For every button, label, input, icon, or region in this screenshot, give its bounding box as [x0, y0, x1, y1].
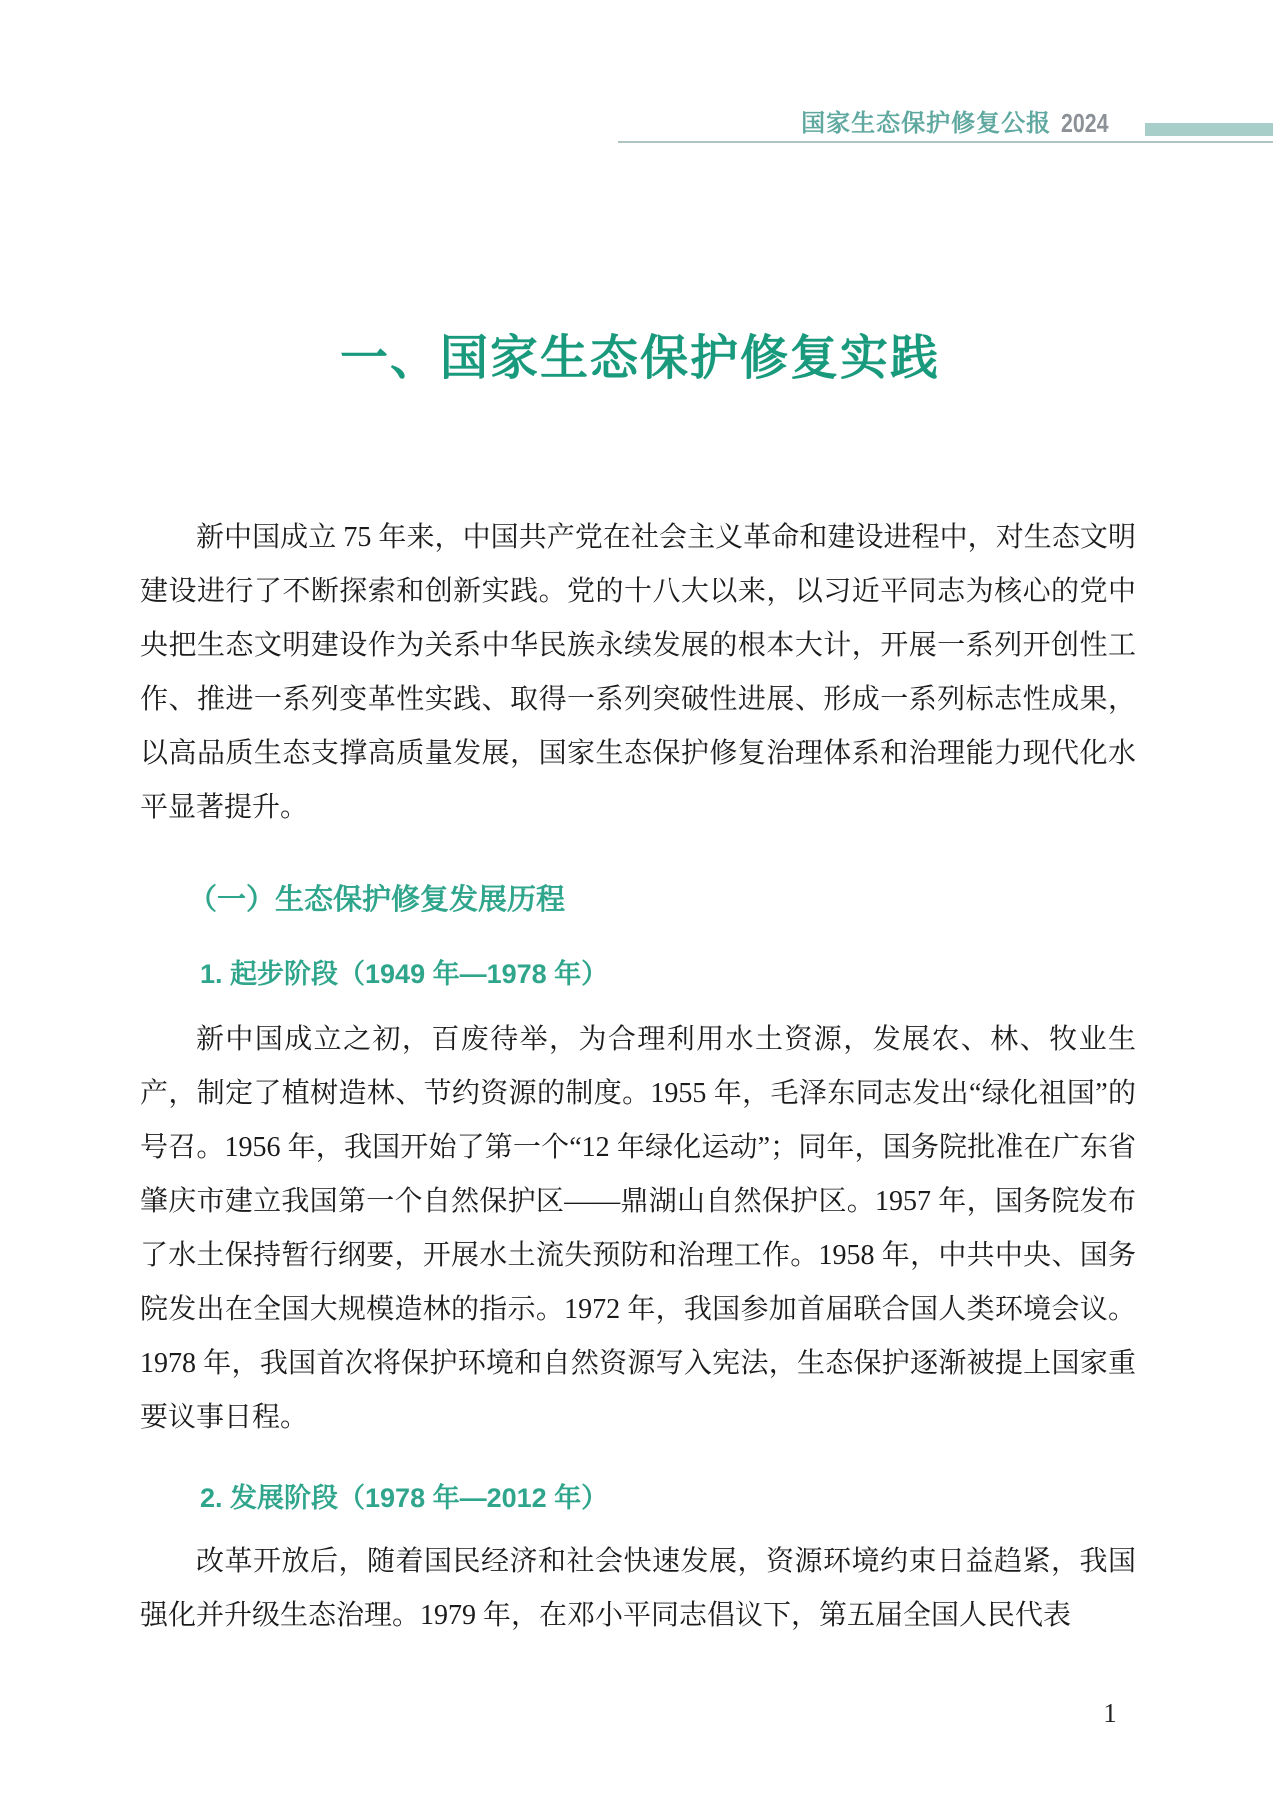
subsection-1-heading: 1. 起步阶段（1949 年—1978 年）	[200, 959, 609, 989]
intro-paragraph: 新中国成立 75 年来，中国共产党在社会主义革命和建设进程中，对生态文明建设进行了不断探索和创新实践。党的十八大以来，以习近平同志为核心的党中央把生态文明建设作为关系中华民族永续发展的根本大计，开展一系列开创性工作、推进一系列变革性实践、取得一系列突破性进展、形成一系列标志性成果，以高品质生态支撑高质量发展，国家生态保护修复治理体系和治理能力现代化水平显著提升。	[140, 522, 1136, 823]
chapter-title: 一、国家生态保护修复实践	[339, 332, 940, 385]
header-accent-bar	[1145, 123, 1273, 136]
subsection-1-paragraph: 新中国成立之初，百废待举，为合理利用水土资源，发展农、林、牧业生产，制定了植树造林、节约资源的制度。1955 年，毛泽东同志发出“绿化祖国”的号召。1956 年，我国开始了第一个“12 年绿化运动”；同年，国务院批准在广东省肇庆市建立我国第一个自然保护区——鼎湖山自然保护区。1957 年，国务院发布了水土保持暂行纲要，开展水土流失预防和治理工作。1958 年，中共中央、国务院发出在全国大规模造林的指示。1972 年，我国参加首届联合国人类环境会议。1978 年，我国首次将保护环境和自然资源写入宪法，生态保护逐渐被提上国家重要议事日程。	[140, 1024, 1136, 1433]
header-year: 2024	[1061, 108, 1109, 138]
page-header	[618, 100, 1273, 143]
subsection-2-paragraph: 改革开放后，随着国民经济和社会快速发展，资源环境约束日益趋紧，我国强化并升级生态治理。1979 年，在邓小平同志倡议下，第五届全国人民代表	[140, 1546, 1136, 1631]
subsection-2-heading: 2. 发展阶段（1978 年—2012 年）	[200, 1483, 609, 1513]
page-number: 1	[1103, 1698, 1117, 1728]
section-1-heading: （一）生态保护修复发展历程	[188, 884, 566, 916]
header-title: 国家生态保护修复公报	[801, 110, 1052, 137]
